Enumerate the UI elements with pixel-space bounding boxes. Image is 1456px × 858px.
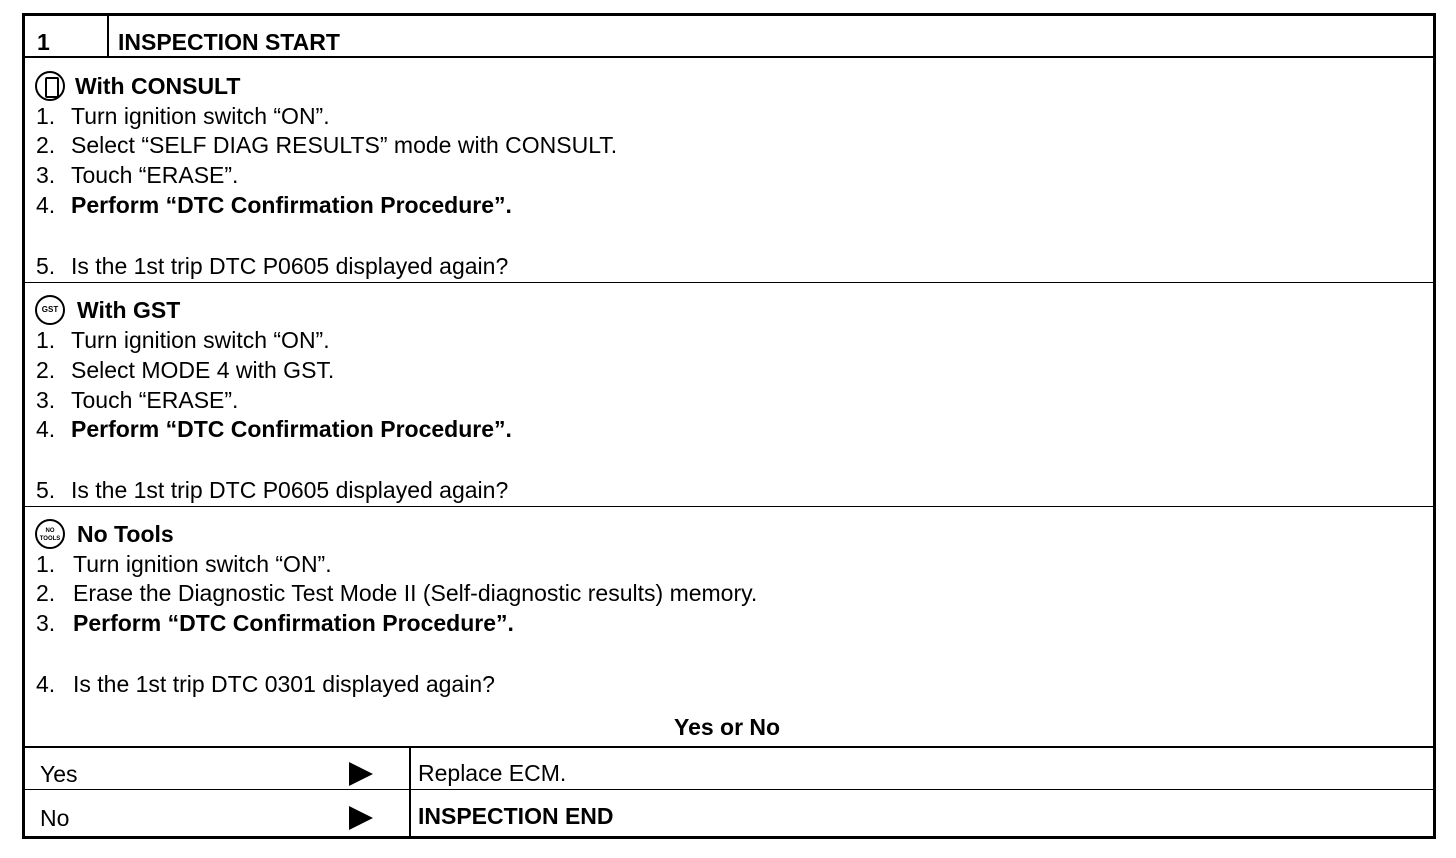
section-title-consult: With CONSULT (75, 73, 241, 99)
consult-icon (35, 71, 65, 101)
step-text: Is the 1st trip DTC P0605 displayed again? (71, 477, 509, 503)
step-num: 1. (36, 551, 56, 577)
section-title-no-tools: No Tools (77, 521, 174, 547)
step-text: Is the 1st trip DTC 0301 displayed again? (73, 671, 495, 697)
header-bottom-rule (25, 56, 1433, 58)
step-num: 5. (36, 253, 56, 279)
step-num: 4. (36, 671, 56, 697)
step-num: 2. (36, 132, 56, 158)
step-text: Touch “ERASE”. (71, 162, 239, 188)
gst-icon: GST (35, 295, 65, 325)
no-tools-icon: NO TOOLS (35, 519, 65, 549)
step-text: Perform “DTC Confirmation Procedure”. (73, 610, 514, 636)
step-num: 3. (36, 610, 56, 636)
step-text: Perform “DTC Confirmation Procedure”. (71, 192, 512, 218)
step-text: Select MODE 4 with GST. (71, 357, 335, 383)
step-num: 1. (36, 327, 56, 353)
step-num: 3. (36, 162, 56, 188)
step-num: 4. (36, 192, 56, 218)
step-num: 5. (36, 477, 56, 503)
right-arrow-icon (349, 806, 373, 830)
step-text: Erase the Diagnostic Test Mode II (Self-diagnostic results) memory. (73, 580, 758, 606)
step-text: Touch “ERASE”. (71, 387, 239, 413)
step-text: Is the 1st trip DTC P0605 displayed again? (71, 253, 509, 279)
step-text: Turn ignition switch “ON”. (73, 551, 332, 577)
step-text: Turn ignition switch “ON”. (71, 103, 330, 129)
section-title-gst: With GST (77, 297, 181, 323)
step-num: 1. (36, 103, 56, 129)
answer-yes-label: Yes (40, 761, 78, 787)
answer-row-divider (25, 789, 1433, 790)
answers-divider (409, 746, 411, 839)
step-num: 2. (36, 580, 56, 606)
right-arrow-icon (349, 762, 373, 786)
section-divider (25, 282, 1433, 283)
step-text: Turn ignition switch “ON”. (71, 327, 330, 353)
step-text: Perform “DTC Confirmation Procedure”. (71, 416, 512, 442)
answer-no-label: No (40, 805, 70, 831)
answer-yes-result: Replace ECM. (418, 760, 567, 786)
yes-or-no-question: Yes or No (674, 714, 781, 740)
answers-top-rule (25, 746, 1433, 748)
step-num: 3. (36, 387, 56, 413)
answer-no-result: INSPECTION END (418, 803, 614, 829)
header-divider (107, 16, 109, 56)
step-num: 2. (36, 357, 56, 383)
section-divider (25, 506, 1433, 507)
step-number: 1 (37, 29, 50, 55)
step-num: 4. (36, 416, 56, 442)
inspection-table (22, 13, 1436, 839)
step-title: INSPECTION START (118, 29, 340, 55)
step-text: Select “SELF DIAG RESULTS” mode with CONSULT. (71, 132, 618, 158)
